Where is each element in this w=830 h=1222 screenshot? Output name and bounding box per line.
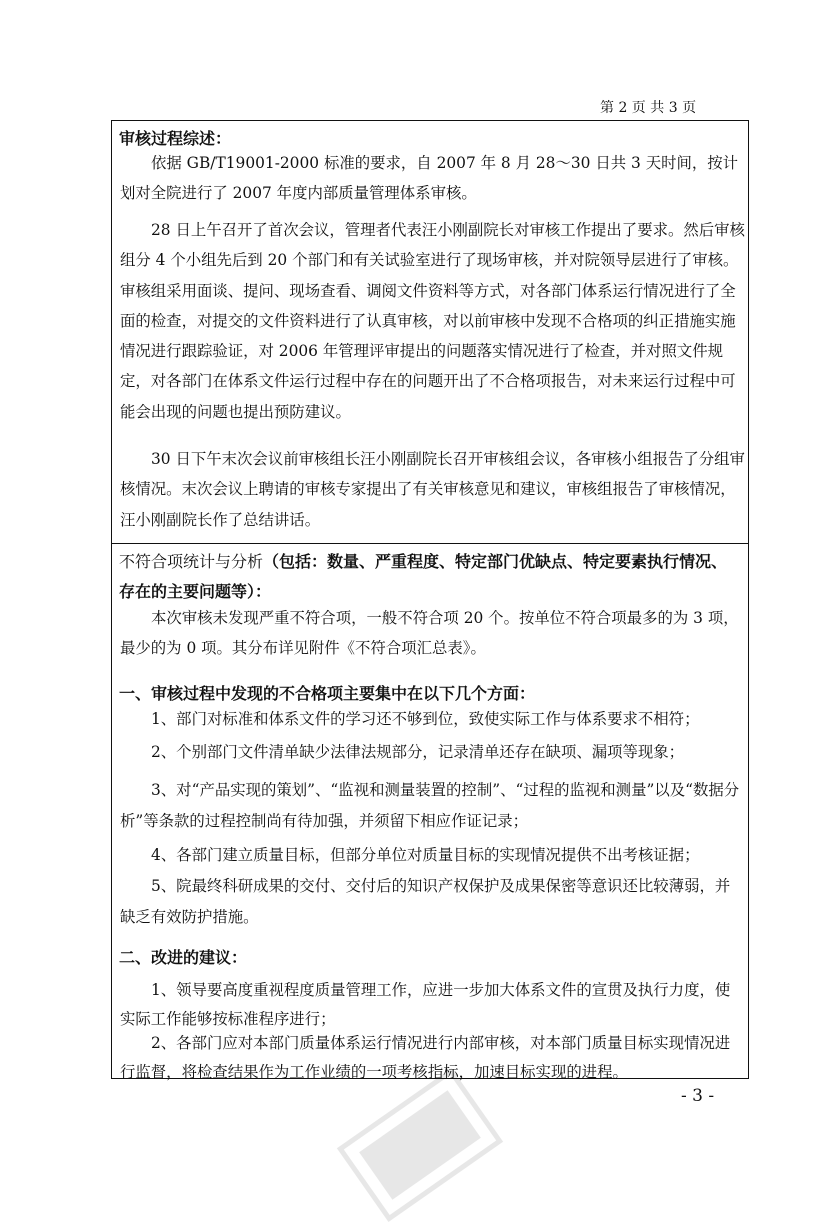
list-item: 5、院最终科研成果的交付、交付后的知识产权保护及成果保密等意识还比较薄弱，并缺乏有效防护措施。 bbox=[120, 877, 731, 926]
heading-prefix: 不符合项统计与分析 bbox=[119, 552, 264, 571]
page-number: - 3 - bbox=[681, 1086, 715, 1106]
audit-overview-section bbox=[111, 120, 749, 544]
paragraph: 依据 GB/T19001-2000 标准的要求，自 2007 年 8 月 28～30 日共 3 天时间，按计划对全院进行了 2007 年度内部质量管理体系审核。 bbox=[120, 154, 739, 203]
list-item: 4、各部门建立质量目标，但部分单位对质量目标的实现情况提供不出考核证据； bbox=[151, 846, 700, 864]
list-item: 2、个别部门文件清单缺少法律法规部分，记录清单还存在缺项、漏项等现象； bbox=[151, 743, 685, 761]
section-heading-line2: 存在的主要问题等）： bbox=[119, 582, 272, 601]
paragraph: 28 日上午召开了首次会议，管理者代表汪小刚副院长对审核工作提出了要求。然后审核组分 4 个小组先后到 20 个部门和有关试验室进行了现场审核，并对院领导层进行了审核。审核组采用面谈、提问、现场查看、调阅文件资料等方式，对各部门体系运行情况进行了全面的检查，对提交的文件资料进行了认真审核，对以前审核中发现不合格项的纠正措施实施情况进行跟踪验证，对 2006 年管理评审提出的问题落实情况进行了检查，并对照文件规定，对各部门在体系文件运行过程中存在的问题开出了不合格项报告，对未来运行过程中可能会出现的问题也提出预防建议。 bbox=[120, 221, 745, 421]
section-heading bbox=[119, 549, 727, 572]
subsection-heading: 一、审核过程中发现的不合格项主要集中在以下几个方面： bbox=[119, 684, 536, 703]
watermark-icon bbox=[337, 1068, 503, 1222]
paragraph: 30 日下午末次会议前审核组长汪小刚副院长召开审核组会议，各审核小组报告了分组审核情况。末次会议上聘请的审核专家提出了有关审核意见和建议，审核组报告了审核情况，汪小刚副院长作了总结讲话。 bbox=[120, 450, 745, 529]
list-item: 1、领导要高度重视程度质量管理工作，应进一步加大体系文件的宣贯及执行力度，使实际工作能够按标准程序进行； bbox=[120, 981, 731, 1028]
list-item: 1、部门对标准和体系文件的学习还不够到位，致使实际工作与体系要求不相符； bbox=[151, 710, 700, 728]
section-heading: 审核过程综述： bbox=[119, 129, 232, 148]
nonconformity-section bbox=[111, 543, 749, 1079]
heading-rest: （包括：数量、严重程度、特定部门优缺点、特定要素执行情况、 bbox=[263, 552, 728, 571]
page-header: 第 2 页 共 3 页 bbox=[600, 100, 697, 116]
summary-paragraph: 本次审核未发现严重不符合项，一般不符合项 20 个。按单位不符合项最多的为 3 项，最少的为 0 项。其分布详见附件《不符合项汇总表》。 bbox=[120, 609, 739, 658]
list-item: 2、各部门应对本部门质量体系运行情况进行内部审核，对本部门质量目标实现情况进行监督，将检查结果作为工作业绩的一项考核指标，加速目标实现的进程。 bbox=[120, 1034, 731, 1081]
list-item: 3、对“产品实现的策划”、“监视和测量装置的控制”、“过程的监视和测量”以及“数据分析”等条款的过程控制尚有待加强，并须留下相应作证记录； bbox=[120, 781, 740, 830]
subsection-heading: 二、改进的建议： bbox=[119, 948, 248, 967]
